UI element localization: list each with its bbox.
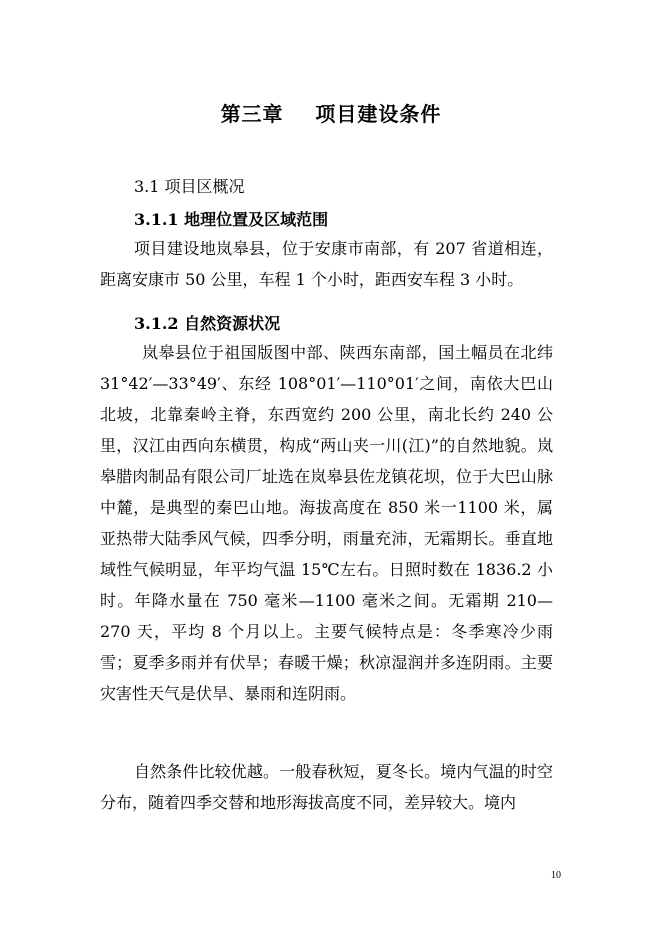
paragraph-natural-conditions: 自然条件比较优越。一般春秋短，夏冬长。境内气温的时空分布，随着四季交替和地形海拔高度不同，差异较大。境内 bbox=[100, 762, 553, 812]
paragraph-location: 项目建设地岚皋县，位于安康市南部，有 207 省道相连，距离安康市 50 公里，车程 1 个小时，距西安车程 3 小时。 bbox=[100, 239, 553, 289]
section-heading-3-1-2: 3.1.2 自然资源状况 bbox=[134, 314, 281, 333]
chapter-title: 第三章 项目建设条件 bbox=[220, 102, 442, 126]
section-heading-3-1: 3.1 项目区概况 bbox=[134, 177, 245, 196]
section-heading-3-1-1: 3.1.1 地理位置及区域范围 bbox=[134, 210, 329, 229]
page-number: 10 bbox=[551, 870, 561, 881]
paragraph-natural-resources: 岚皋县位于祖国版图中部、陕西东南部，国土幅员在北纬 31°42′—33°49′、东经 108°01′—110°01′之间，南依大巴山北坡，北靠秦岭主脊，东西宽约 200 公里，南北长约 240 公里，汉江由西向东横贯，构成“两山夹一川(江)”的自然地貌。岚皋腊肉制品有限公司厂址选在岚皋县佐龙镇花坝，位于大巴山脉中麓，是典型的秦巴山地。海拔高度在 850 米一1100 米，属亚热带大陆季风气候，四季分明，雨量充沛，无霜期长。垂直地域性气候明显，年平均气温 15℃左右。日照时数在 1836.2 小时。年降水量在 750 毫米—1100 毫米之间。无霜期 210—270 天，平均 8 个月以上。主要气候特点是：冬季寒冷少雨雪；夏季多雨并有伏旱；春暖干燥；秋凉湿润并多连阴雨。主要灾害性天气是伏旱、暴雨和连阴雨。 bbox=[100, 343, 553, 703]
